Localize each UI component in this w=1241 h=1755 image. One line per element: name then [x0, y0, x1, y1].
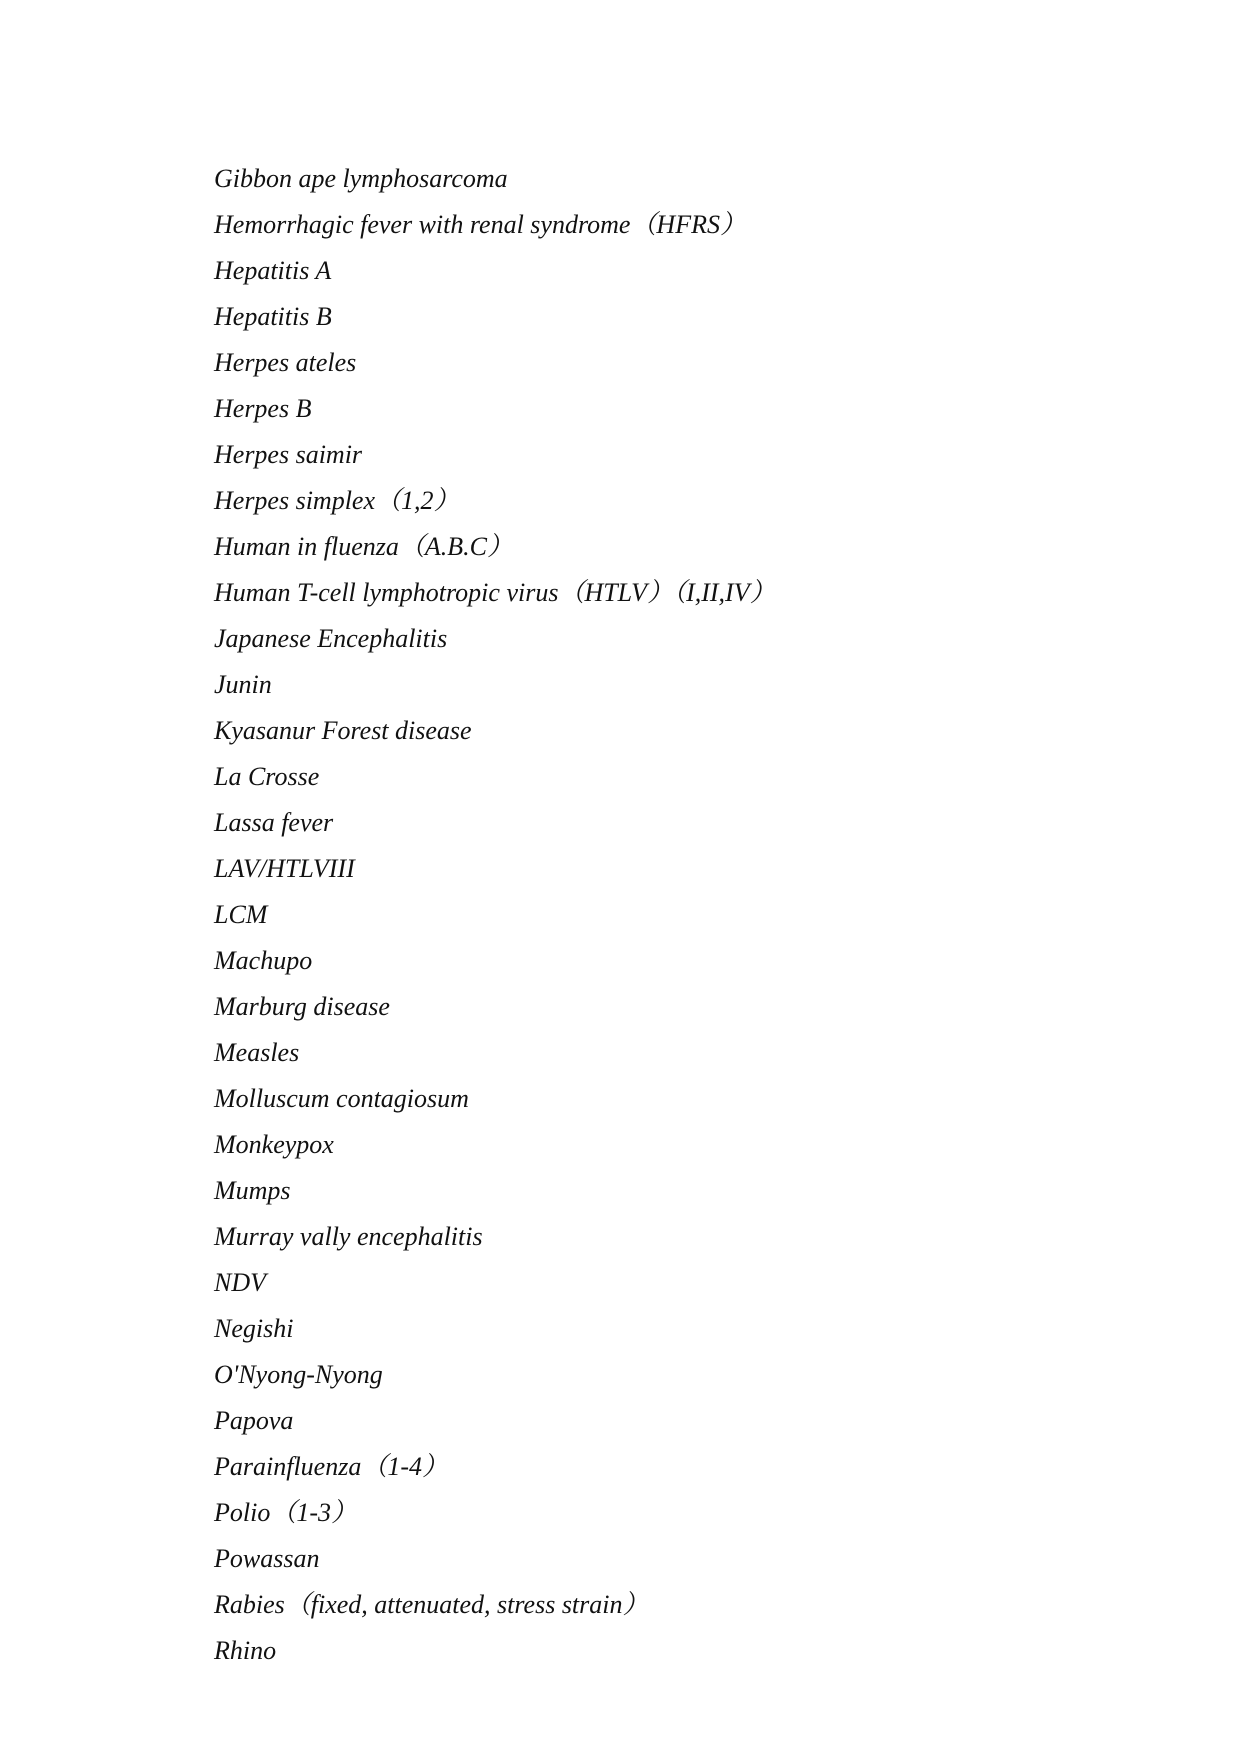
virus-entry: Herpes B: [214, 394, 312, 423]
virus-entry: LCM: [214, 900, 268, 929]
virus-entry: Molluscum contagiosum: [214, 1084, 469, 1113]
virus-entry: Hepatitis A: [214, 256, 332, 285]
virus-entry: Measles: [214, 1038, 300, 1067]
virus-entry: Negishi: [214, 1314, 294, 1343]
virus-entry: Lassa fever: [214, 808, 334, 837]
virus-entry: Human T-cell lymphotropic virus（HTLV）（I,II,IV）: [214, 578, 776, 607]
virus-entry: La Crosse: [214, 762, 320, 791]
virus-entry: Herpes simplex（1,2）: [214, 486, 460, 515]
virus-entry: Japanese Encephalitis: [214, 624, 448, 653]
virus-entry: Junin: [214, 670, 272, 699]
virus-entry: Hepatitis B: [214, 302, 332, 331]
virus-entry: Human in fluenza（A.B.C）: [214, 532, 513, 561]
virus-entry: Powassan: [214, 1544, 320, 1573]
virus-entry: Papova: [214, 1406, 294, 1435]
virus-entry: Herpes ateles: [214, 348, 357, 377]
virus-entry: NDV: [214, 1268, 266, 1297]
virus-entry: Gibbon ape lymphosarcoma: [214, 164, 508, 193]
virus-entry: Parainfluenza（1-4）: [214, 1452, 448, 1481]
virus-entry: Monkeypox: [214, 1130, 334, 1159]
virus-entry: LAV/HTLVIII: [214, 854, 355, 883]
virus-list: [214, 156, 776, 1674]
virus-entry: Murray vally encephalitis: [214, 1222, 483, 1251]
virus-entry: Polio（1-3）: [214, 1498, 357, 1527]
virus-entry: Rabies（fixed, attenuated, stress strain）: [214, 1590, 649, 1619]
virus-entry: Herpes saimir: [214, 440, 363, 469]
virus-entry: Marburg disease: [214, 992, 390, 1021]
virus-entry: Kyasanur Forest disease: [214, 716, 472, 745]
virus-entry: O'Nyong-Nyong: [214, 1360, 383, 1389]
virus-entry: Machupo: [214, 946, 313, 975]
virus-entry: Hemorrhagic fever with renal syndrome（HFRS）: [214, 210, 746, 239]
virus-entry: Rhino: [214, 1636, 277, 1665]
virus-entry: Mumps: [214, 1176, 291, 1205]
